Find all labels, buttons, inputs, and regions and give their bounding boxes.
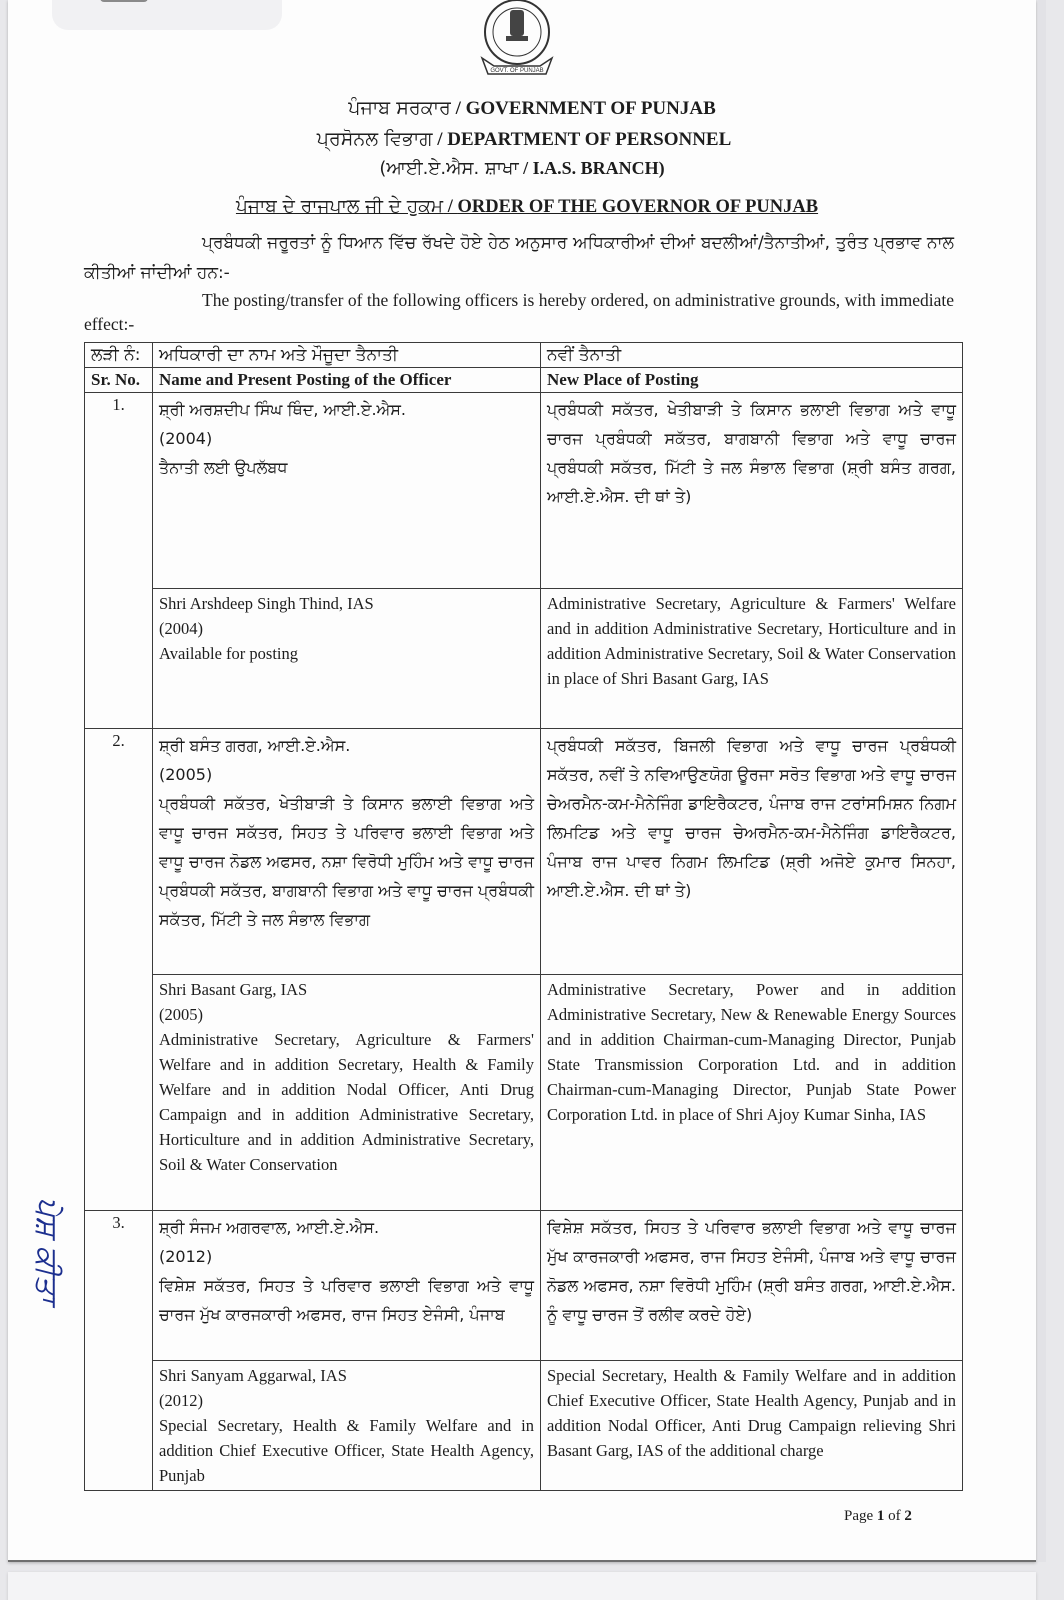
table-header-row-punjabi (85, 343, 963, 368)
table-row (85, 589, 963, 729)
header-government: ਪੰਜਾਬ ਸਰਕਾਰ / GOVERNMENT OF PUNJAB (348, 97, 716, 119)
new-posting-english: Administrative Secretary, Power and in addition Administrative Secretary, New & Renewable Energy Sources and in addition Chairman-cum-Managing Director, Punjab State Transmission Corporation Ltd. and in addition Chairman-cum-Managing Director, Punjab State Power Corporation Ltd. in place of Shri Ajoy Kumar Sinha, IAS (541, 975, 963, 1211)
page-indicator (52, 0, 282, 30)
officer-present-punjabi: ਸ਼੍ਰੀ ਸੰਜਮ ਅਗਰਵਾਲ, ਆਈ.ਏ.ਐਸ. (2012) ਵਿਸ਼ੇਸ਼ ਸਕੱਤਰ, ਸਿਹਤ ਤੇ ਪਰਿਵਾਰ ਭਲਾਈ ਵਿਭਾਗ ਅਤੇ ਵਾਧੂ ਚਾਰਜ ਮੁੱਖ ਕਾਰਜਕਾਰੀ ਅਫਸਰ, ਰਾਜ ਸਿਹਤ ਏਜੰਸੀ, ਪੰਜਾਬ (153, 1211, 541, 1361)
order-title: ਪੰਜਾਬ ਦੇ ਰਾਜਪਾਲ ਜੀ ਦੇ ਹੁਕਮ / ORDER OF THE GOVERNOR OF PUNJAB (235, 196, 819, 217)
new-posting-english: Special Secretary, Health & Family Welfare and in addition Chief Executive Officer, State Health Agency, Punjab and in addition Nodal Officer, Anti Drug Campaign relieving Shri Basant Garg, IAS of the additional charge (541, 1361, 963, 1491)
punjab-govt-emblem-icon (470, 0, 564, 82)
officer-present-english: Shri Basant Garg, IAS (2005) Administrative Secretary, Agriculture & Farmers' Welfare and in addition Secretary, Health & Family Welfare and in addition Nodal Officer, Anti Drug Campaign and in addition Administrative Secretary, Horticulture and in addition Administrative Secretary, Soil & Water Conservation (153, 975, 541, 1211)
page-indicator-text (166, 0, 234, 2)
document-page-1[interactable] (8, 0, 1036, 1562)
header-sr-en: Sr. No. (85, 368, 153, 393)
table-row (85, 1211, 963, 1361)
table-row (85, 975, 963, 1211)
scrollbar-track[interactable] (1038, 0, 1046, 1562)
serial-number: 3. (85, 1211, 153, 1491)
header-new-pa: ਨਵੀਂ ਤੈਨਾਤੀ (541, 343, 963, 368)
new-posting-english: Administrative Secretary, Agriculture & Farmers' Welfare and in addition Administrative Secretary, Horticulture and in addition Administrative Secretary, Soil & Water Conservation in place of Shri Basant Garg, IAS (541, 589, 963, 729)
header-branch: (ਆਈ.ਏ.ਐਸ. ਸ਼ਾਖਾ / I.A.S. BRANCH) (379, 158, 665, 179)
header-name-en: Name and Present Posting of the Officer (153, 368, 541, 393)
header-new-en: New Place of Posting (541, 368, 963, 393)
new-posting-punjabi: ਪ੍ਰਬੰਧਕੀ ਸਕੱਤਰ, ਖੇਤੀਬਾੜੀ ਤੇ ਕਿਸਾਨ ਭਲਾਈ ਵਿਭਾਗ ਅਤੇ ਵਾਧੂ ਚਾਰਜ ਪ੍ਰਬੰਧਕੀ ਸਕੱਤਰ, ਬਾਗਬਾਨੀ ਵਿਭਾਗ ਅਤੇ ਵਾਧੂ ਚਾਰਜ ਪ੍ਰਬੰਧਕੀ ਸਕੱਤਰ, ਮਿੱਟੀ ਤੇ ਜਲ ਸੰਭਾਲ ਵਿਭਾਗ (ਸ਼੍ਰੀ ਬਸੰਤ ਗਰਗ, ਆਈ.ਏ.ਐਸ. ਦੀ ਥਾਂ ਤੇ) (541, 393, 963, 589)
serial-number: 1. (85, 393, 153, 729)
svg-text:GOVT. OF PUNJAB: GOVT. OF PUNJAB (490, 68, 544, 74)
header-department: ਪ੍ਰਸੋਨਲ ਵਿਭਾਗ / DEPARTMENT OF PERSONNEL (316, 128, 732, 150)
table-row (85, 1361, 963, 1491)
header-name-pa: ਅਧਿਕਾਰੀ ਦਾ ਨਾਮ ਅਤੇ ਮੌਜੂਦਾ ਤੈਨਾਤੀ (153, 343, 541, 368)
table-row (85, 393, 963, 589)
table-row (85, 729, 963, 975)
intro-paragraph-english: The posting/transfer of the following officers is hereby ordered, on administrative grounds, with immediate effect:- (84, 290, 954, 334)
new-posting-punjabi: ਪ੍ਰਬੰਧਕੀ ਸਕੱਤਰ, ਬਿਜਲੀ ਵਿਭਾਗ ਅਤੇ ਵਾਧੂ ਚਾਰਜ ਪ੍ਰਬੰਧਕੀ ਸਕੱਤਰ, ਨਵੀਂ ਤੇ ਨਵਿਆਉਣਯੋਗ ਊਰਜਾ ਸਰੋਤ ਵਿਭਾਗ ਅਤੇ ਵਾਧੂ ਚਾਰਜ ਚੇਅਰਮੈਨ-ਕਮ-ਮੈਨੇਜਿੰਗ ਡਾਇਰੈਕਟਰ, ਪੰਜਾਬ ਰਾਜ ਟਰਾਂਸਮਿਸ਼ਨ ਨਿਗਮ ਲਿਮਟਿਡ ਅਤੇ ਵਾਧੂ ਚਾਰਜ ਚੇਅਰਮੈਨ-ਕਮ-ਮੈਨੇਜਿੰਗ ਡਾਇਰੈਕਟਰ, ਪੰਜਾਬ ਰਾਜ ਪਾਵਰ ਨਿਗਮ ਲਿਮਟਿਡ (ਸ਼੍ਰੀ ਅਜੋਏ ਕੁਮਾਰ ਸਿਨਹਾ, ਆਈ.ਏ.ਐਸ. ਦੀ ਥਾਂ ਤੇ) (541, 729, 963, 975)
page-footer: Page 1 of 2 (844, 1508, 912, 1524)
page-icon (100, 0, 148, 2)
officer-present-punjabi: ਸ਼੍ਰੀ ਅਰਸ਼ਦੀਪ ਸਿੰਘ ਥਿੰਦ, ਆਈ.ਏ.ਐਸ. (2004) ਤੈਨਾਤੀ ਲਈ ਉਪਲੱਬਧ (153, 393, 541, 589)
table-header-row-english (85, 368, 963, 393)
serial-number: 2. (85, 729, 153, 1211)
officer-present-english: Shri Sanyam Aggarwal, IAS (2012) Special Secretary, Health & Family Welfare and in addition Chief Executive Officer, State Health Agency, Punjab (153, 1361, 541, 1491)
header-sr-pa: ਲੜੀ ਨੰ: (85, 343, 153, 368)
handwritten-annotation: ਪੇਸ਼ ਕੀਤਾ (29, 1196, 65, 1304)
intro-paragraph-punjabi: ਪ੍ਰਬੰਧਕੀ ਜਰੂਰਤਾਂ ਨੂੰ ਧਿਆਨ ਵਿੱਚ ਰੱਖਦੇ ਹੋਏ ਹੇਠ ਅਨੁਸਾਰ ਅਧਿਕਾਰੀਆਂ ਦੀਆਂ ਬਦਲੀਆਂ/ਤੈਨਾਤੀਆਂ, ਤੁਰੰਤ ਪ੍ਰਭਾਵ ਨਾਲ ਕੀਤੀਆਂ ਜਾਂਦੀਆਂ ਹਨ:- (84, 233, 954, 283)
document-page-2[interactable] (8, 1572, 1036, 1600)
officer-present-punjabi: ਸ਼੍ਰੀ ਬਸੰਤ ਗਰਗ, ਆਈ.ਏ.ਐਸ. (2005) ਪ੍ਰਬੰਧਕੀ ਸਕੱਤਰ, ਖੇਤੀਬਾੜੀ ਤੇ ਕਿਸਾਨ ਭਲਾਈ ਵਿਭਾਗ ਅਤੇ ਵਾਧੂ ਚਾਰਜ ਸਕੱਤਰ, ਸਿਹਤ ਤੇ ਪਰਿਵਾਰ ਭਲਾਈ ਵਿਭਾਗ ਅਤੇ ਵਾਧੂ ਚਾਰਜ ਨੋਡਲ ਅਫਸਰ, ਨਸ਼ਾ ਵਿਰੋਧੀ ਮੁਹਿੰਮ ਅਤੇ ਵਾਧੂ ਚਾਰਜ ਪ੍ਰਬੰਧਕੀ ਸਕੱਤਰ, ਬਾਗਬਾਨੀ ਵਿਭਾਗ ਅਤੇ ਵਾਧੂ ਚਾਰਜ ਪ੍ਰਬੰਧਕੀ ਸਕੱਤਰ, ਮਿੱਟੀ ਤੇ ਜਲ ਸੰਭਾਲ ਵਿਭਾਗ (153, 729, 541, 975)
posting-table (84, 342, 963, 1491)
officer-present-english: Shri Arshdeep Singh Thind, IAS (2004) Available for posting (153, 589, 541, 729)
new-posting-punjabi: ਵਿਸ਼ੇਸ਼ ਸਕੱਤਰ, ਸਿਹਤ ਤੇ ਪਰਿਵਾਰ ਭਲਾਈ ਵਿਭਾਗ ਅਤੇ ਵਾਧੂ ਚਾਰਜ ਮੁੱਖ ਕਾਰਜਕਾਰੀ ਅਫਸਰ, ਰਾਜ ਸਿਹਤ ਏਜੰਸੀ, ਪੰਜਾਬ ਅਤੇ ਵਾਧੂ ਚਾਰਜ ਨੋਡਲ ਅਫਸਰ, ਨਸ਼ਾ ਵਿਰੋਧੀ ਮੁਹਿੰਮ (ਸ਼੍ਰੀ ਬਸੰਤ ਗਰਗ, ਆਈ.ਏ.ਐਸ. ਨੂੰ ਵਾਧੂ ਚਾਰਜ ਤੋਂ ਰਲੀਵ ਕਰਦੇ ਹੋਏ) (541, 1211, 963, 1361)
